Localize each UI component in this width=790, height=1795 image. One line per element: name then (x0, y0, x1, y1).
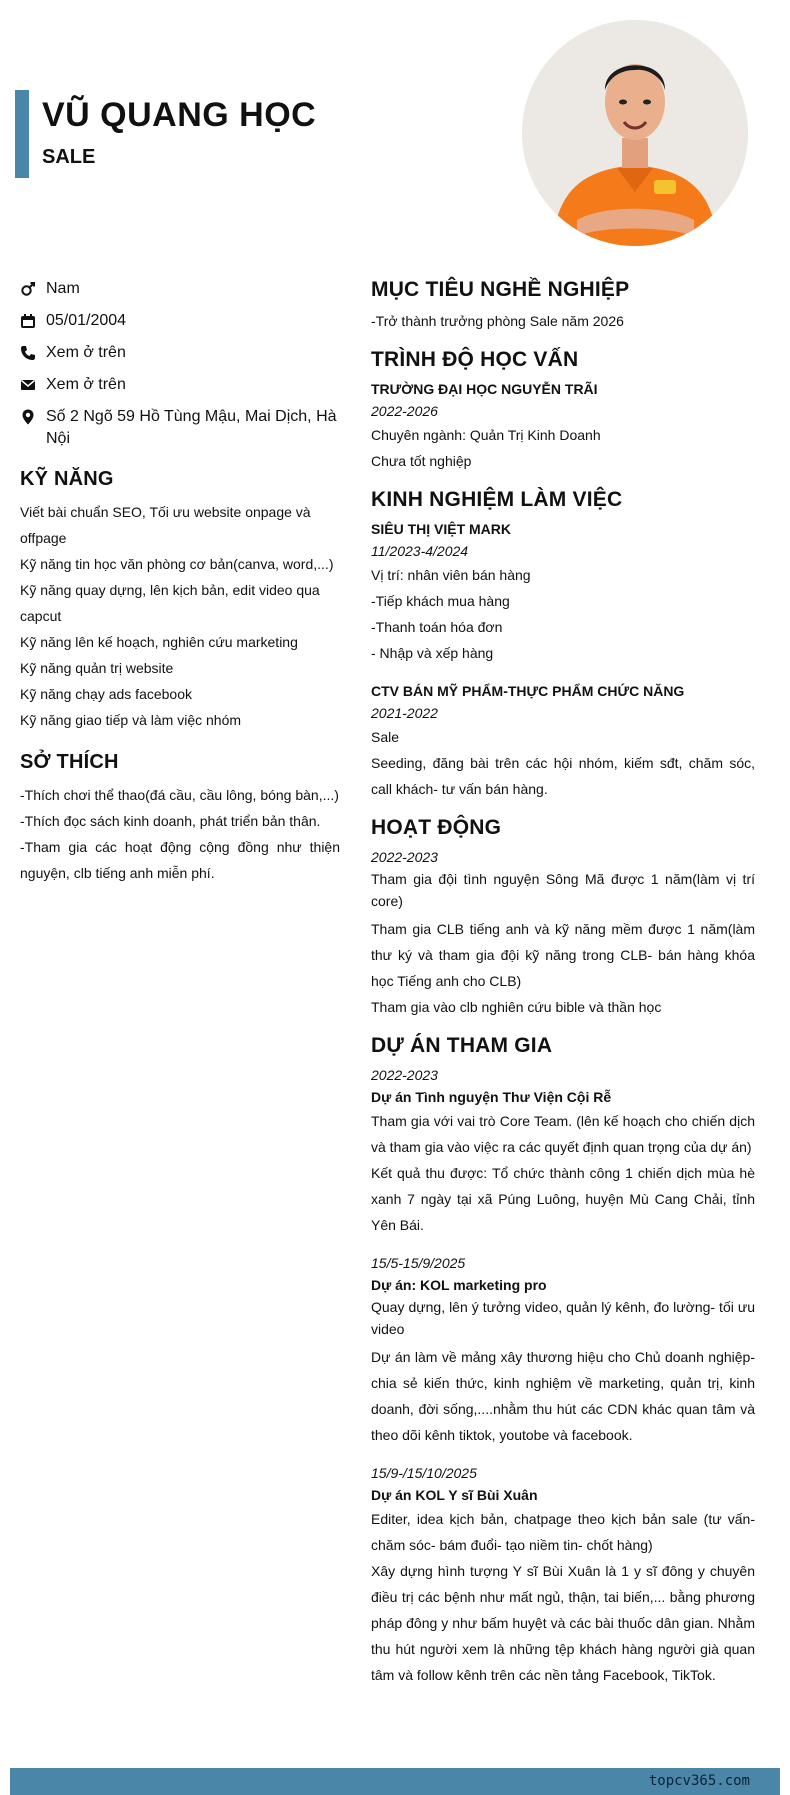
project-line: Tham gia với vai trò Core Team. (lên kế hoạch cho chiến dịch và tham gia vào việc ra các quyết định quan trọng của dự án) (371, 1113, 755, 1155)
avatar (522, 20, 748, 246)
skill-item: Kỹ năng tin học văn phòng cơ bản(canva, word,...) (20, 556, 334, 572)
contact-birthday (20, 310, 340, 332)
phone-icon (20, 345, 36, 361)
skill-item: Kỹ năng quản trị website (20, 660, 174, 676)
education-school: TRƯỜNG ĐẠI HỌC NGUYỄN TRÃI (371, 381, 598, 397)
contact-email (20, 374, 340, 396)
job-line: -Thanh toán hóa đơn (371, 619, 503, 635)
contact-gender-value: Nam (46, 280, 80, 297)
education-major: Chuyên ngành: Quản Trị Kinh Doanh (371, 427, 601, 443)
project-name: Dự án: KOL marketing pro (371, 1277, 547, 1293)
hobbies-list (20, 782, 340, 886)
skills-list (20, 499, 340, 733)
objective-title: MỤC TIÊU NGHỀ NGHIỆP (371, 278, 630, 301)
skill-item: Viết bài chuẩn SEO, Tối ưu website onpage và offpage (20, 504, 311, 546)
footer-brand: topcv365.com (648, 1773, 750, 1789)
job-line: Vị trí: nhân viên bán hàng (371, 567, 531, 583)
project-line: Editer, idea kịch bản, chatpage theo kịch bản sale (tư vấn- chăm sóc- bám đuổi- tạo niềm tin- chốt hàng) (371, 1511, 755, 1553)
contact-phone (20, 342, 340, 364)
hobby-item: -Tham gia các hoạt động cộng đồng như thiện nguyện, clb tiếng anh miễn phí. (20, 839, 340, 881)
contact-address (20, 406, 340, 450)
contact-gender (20, 278, 340, 300)
job-period: 2021-2022 (371, 705, 438, 721)
hobby-item: -Thích đọc sách kinh doanh, phát triển bản thân. (20, 813, 321, 829)
candidate-name: VŨ QUANG HỌC (42, 96, 317, 134)
contact-email-value: Xem ở trên (46, 376, 126, 393)
project-name: Dự án KOL Y sĩ Bùi Xuân (371, 1487, 538, 1503)
skill-item: Kỹ năng lên kế hoạch, nghiên cứu marketing (20, 634, 298, 650)
education-status: Chưa tốt nghiệp (371, 453, 472, 469)
job-line: -Tiếp khách mua hàng (371, 593, 510, 609)
project-item (371, 1252, 755, 1448)
skill-item: Kỹ năng giao tiếp và làm việc nhóm (20, 712, 242, 728)
envelope-icon (20, 377, 36, 393)
skill-item: Kỹ năng chạy ads facebook (20, 686, 193, 702)
job-period: 11/2023-4/2024 (371, 543, 469, 559)
avatar-photo (522, 20, 748, 246)
job-line: Sale (371, 729, 400, 745)
name-accent-bar (15, 90, 29, 178)
calendar-icon (20, 313, 36, 329)
contact-address-value: Số 2 Ngõ 59 Hồ Tùng Mậu, Mai Dịch, Hà Nội (46, 408, 337, 447)
gender-icon (20, 281, 36, 297)
hobbies-title: SỞ THÍCH (20, 751, 119, 773)
education-title: TRÌNH ĐỘ HỌC VẤN (371, 348, 579, 371)
projects-title: DỰ ÁN THAM GIA (371, 1034, 553, 1057)
project-period: 15/9-/15/10/2025 (371, 1465, 477, 1481)
activity-line: Tham gia CLB tiếng anh và kỹ năng mềm được 1 năm(làm thư ký và tham gia đội kỹ năng trong CLB- bán hàng khóa học Tiếng anh cho CLB) (371, 921, 755, 989)
footer-bar (10, 1768, 780, 1795)
activity-line: Tham gia vào clb nghiên cứu bible và thần học (371, 999, 662, 1015)
project-line: Kết quả thu được: Tổ chức thành công 1 chiến dịch mùa hè xanh 7 ngày tại xã Púng Luông, huyện Mù Cang Chải, tỉnh Yên Bái. (371, 1165, 755, 1233)
project-item (371, 1064, 755, 1238)
contact-birthday-value: 05/01/2004 (46, 312, 127, 329)
contact-phone-value: Xem ở trên (46, 344, 126, 361)
experience-job (371, 680, 755, 802)
project-name: Dự án Tình nguyện Thư Viện Cội Rễ (371, 1089, 612, 1105)
project-line: Dự án làm về mảng xây thương hiệu cho Chủ doanh nghiệp- chia sẻ kiến thức, kinh nghiệm về marketing, quản trị, kinh doanh, đời sống,....nhằm thu hút các CDN khác quan tâm và theo dõi kênh tiktok, youtobe và facebook. (371, 1349, 755, 1443)
job-line: Seeding, đăng bài trên các hội nhóm, kiếm sđt, chăm sóc, call khách- tư vấn bán hàng. (371, 755, 755, 797)
objective-text: -Trở thành trưởng phòng Sale năm 2026 (371, 313, 624, 329)
activities-title: HOẠT ĐỘNG (371, 816, 502, 839)
project-period: 2022-2023 (371, 1067, 438, 1083)
right-column (371, 278, 755, 1688)
education-period: 2022-2026 (371, 403, 438, 419)
project-line: Quay dựng, lên ý tưởng video, quản lý kênh, đo lường- tối ưu video (371, 1299, 755, 1337)
job-company: CTV BÁN MỸ PHẨM-THỰC PHẨM CHỨC NĂNG (371, 683, 685, 699)
experience-job (371, 518, 755, 666)
skill-item: Kỹ năng quay dựng, lên kịch bản, edit video qua capcut (20, 582, 320, 624)
experience-title: KINH NGHIỆM LÀM VIỆC (371, 488, 623, 511)
activity-line: Tham gia đội tình nguyện Sông Mã được 1 năm(làm vị trí core) (371, 871, 755, 909)
hobby-item: -Thích chơi thể thao(đá cầu, cầu lông, bóng bàn,...) (20, 787, 339, 803)
project-period: 15/5-15/9/2025 (371, 1255, 466, 1271)
project-item (371, 1462, 755, 1688)
job-line: - Nhập và xếp hàng (371, 645, 494, 661)
location-pin-icon (20, 409, 36, 425)
job-company: SIÊU THỊ VIỆT MARK (371, 521, 512, 537)
skills-title: KỸ NĂNG (20, 468, 114, 490)
left-column (20, 278, 340, 886)
candidate-position: SALE (42, 146, 96, 168)
project-line: Xây dựng hình tượng Y sĩ Bùi Xuân là 1 y sĩ đông y chuyên điều trị các bệnh như mất ngủ, thận, tai biến,... bằng phương pháp đông y như bấm huyệt và các bài thuốc dân gian. Nhằm thu hút người xem là những tệp khách hàng người già quan tâm và follow kênh trên các nền tảng Facebook, TikTok. (371, 1563, 755, 1683)
activities-period: 2022-2023 (371, 849, 438, 865)
